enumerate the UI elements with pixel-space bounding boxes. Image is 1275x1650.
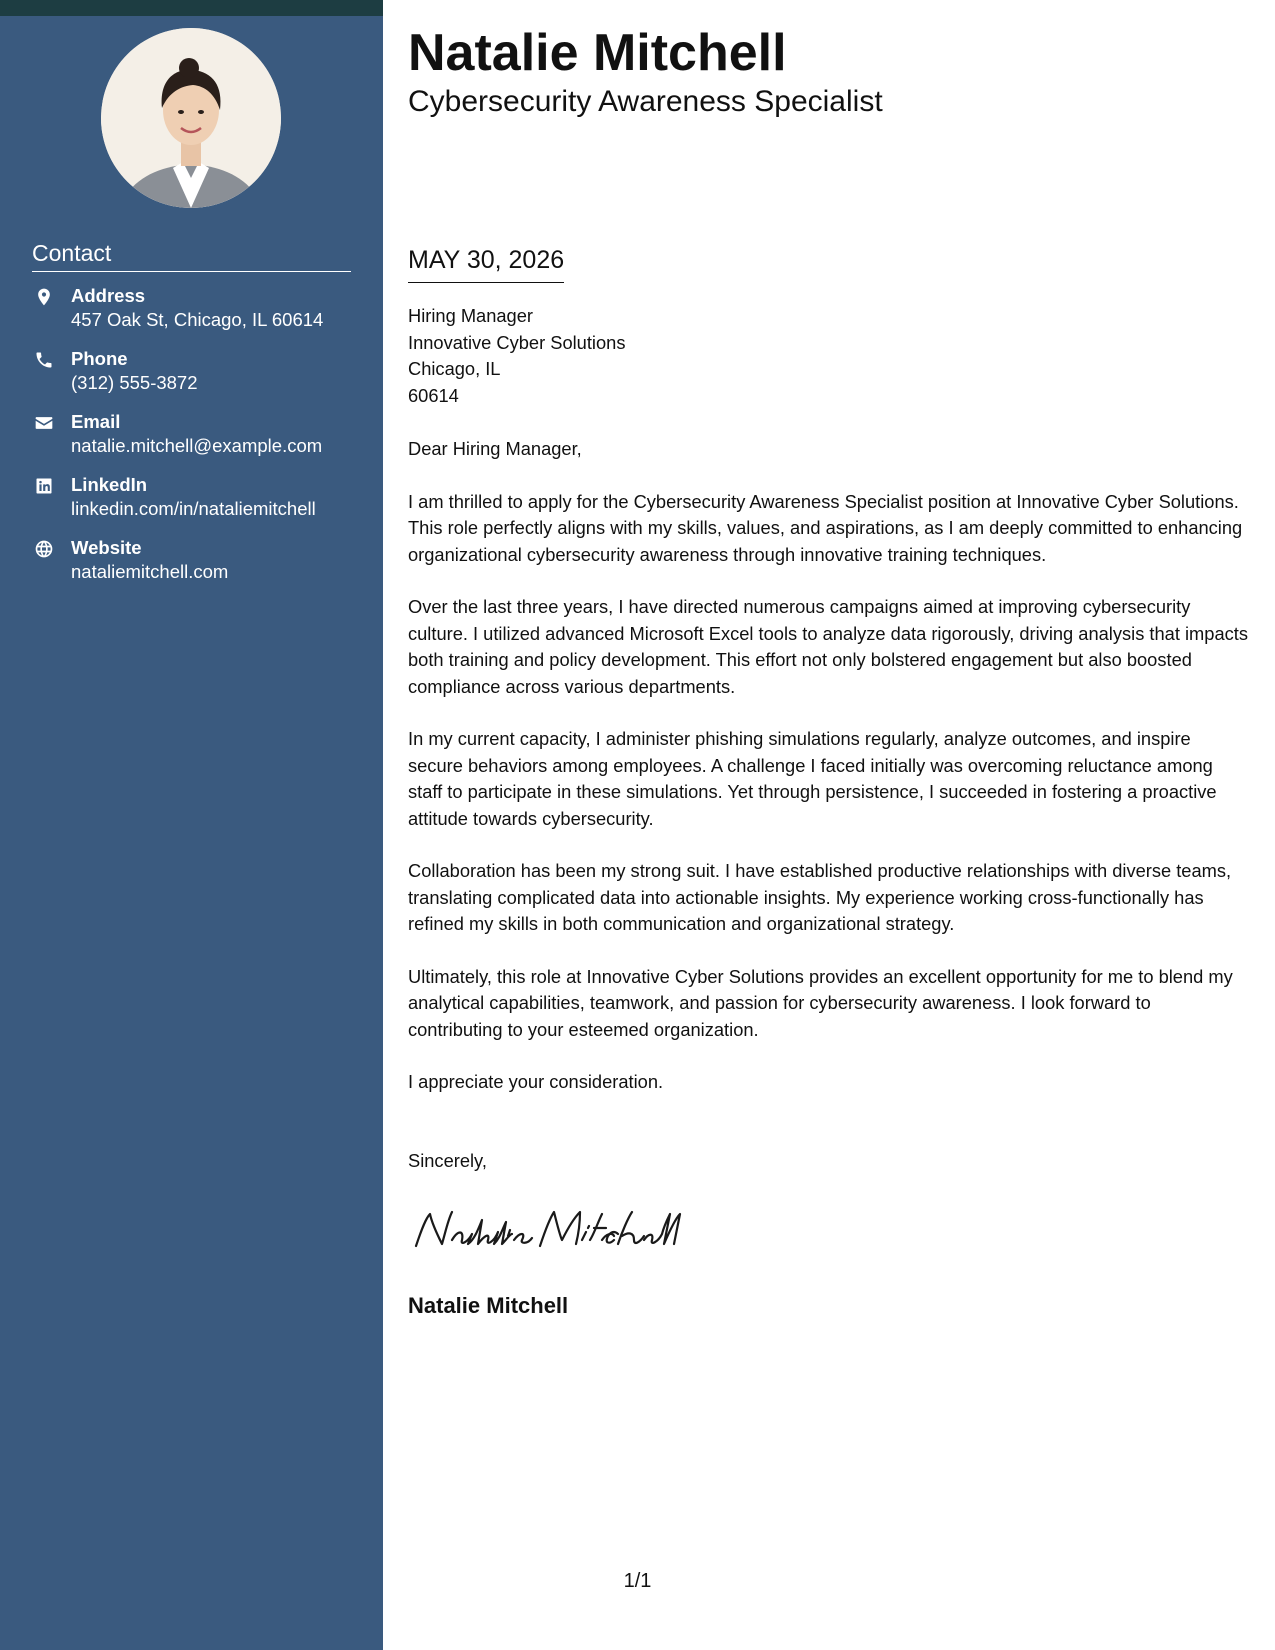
salutation: Dear Hiring Manager, [408,438,582,459]
signature-image [408,1200,688,1260]
signed-name: Natalie Mitchell [408,1293,569,1318]
page-number: 1/1 [623,1570,652,1592]
contact-item-phone [32,347,372,410]
contact-item-address [32,284,372,347]
contact-item-linkedin [32,473,372,536]
linkedin-icon [34,476,54,496]
phone-value[interactable]: (312) 555-3872 [71,372,198,393]
closing: Sincerely, [408,1149,487,1171]
recipient-line: 60614 [408,384,459,406]
website-value[interactable]: nataliemitchell.com [71,561,229,582]
body-paragraph: Ultimately, this role at Innovative Cyber Solutions provides an excellent opportunity for me to blend my analytical capabilities, teamwork, and passion for cybersecurity awareness. I look forward to contributing to your esteemed organization. [408,965,1233,1040]
letter-body [408,303,1248,1174]
sidebar-top-bar [0,0,383,16]
body-paragraph: Over the last three years, I have directed numerous campaigns aimed at improving cybersecurity culture. I utilized advanced Microsoft Excel tools to analyze data rigorously, driving analysis that impacts both training and policy development. This effort not only bolstered engagement but also boosted compliance across various departments. [408,596,1248,697]
recipient-line: Hiring Manager [408,305,533,326]
email-value[interactable]: natalie.mitchell@example.com [71,435,323,456]
profile-photo [101,28,281,208]
recipient-block [408,303,1248,409]
envelope-icon [34,413,54,433]
contact-item-website [32,536,372,599]
contact-item-email [32,410,372,473]
contact-list [32,284,372,599]
address-value: 457 Oak St, Chicago, IL 60614 [71,309,324,330]
globe-icon [34,539,54,559]
letter-date: MAY 30, 2026 [408,244,564,283]
body-paragraph: Collaboration has been my strong suit. I have established productive relationships with diverse teams, translating complicated data into actionable insights. My experience working cross-functionally has refined my skills in both communication and organizational strategy. [408,860,1232,934]
contact-label: Address [71,285,146,306]
job-title: Cybersecurity Awareness Specialist [408,85,883,118]
contact-heading: Contact [32,240,351,272]
body-paragraph: I appreciate your consideration. [408,1071,664,1092]
applicant-name: Natalie Mitchell [408,24,787,82]
linkedin-value[interactable]: linkedin.com/in/nataliemitchell [71,498,316,519]
body-paragraph: In my current capacity, I administer phishing simulations regularly, analyze outcomes, and inspire secure behaviors among employees. A challenge I faced initially was overcoming reluctance among staff to participate in these simulations. Yet through persistence, I succeeded in fostering a proactive attitude towards cybersecurity. [408,728,1217,829]
body-paragraph: I am thrilled to apply for the Cybersecurity Awareness Specialist position at Innovative Cyber Solutions. This role perfectly aligns with my skills, values, and aspirations, as I am deeply committed to enhancing organizational cybersecurity awareness through innovative training techniques. [408,490,1243,565]
contact-label: LinkedIn [71,474,148,495]
map-pin-icon [34,287,54,307]
phone-icon [34,350,54,370]
recipient-line: Chicago, IL [408,358,501,379]
contact-label: Email [71,411,121,432]
sidebar [0,0,383,1650]
contact-label: Website [71,537,142,558]
contact-label: Phone [71,348,128,369]
recipient-line: Innovative Cyber Solutions [408,331,626,353]
